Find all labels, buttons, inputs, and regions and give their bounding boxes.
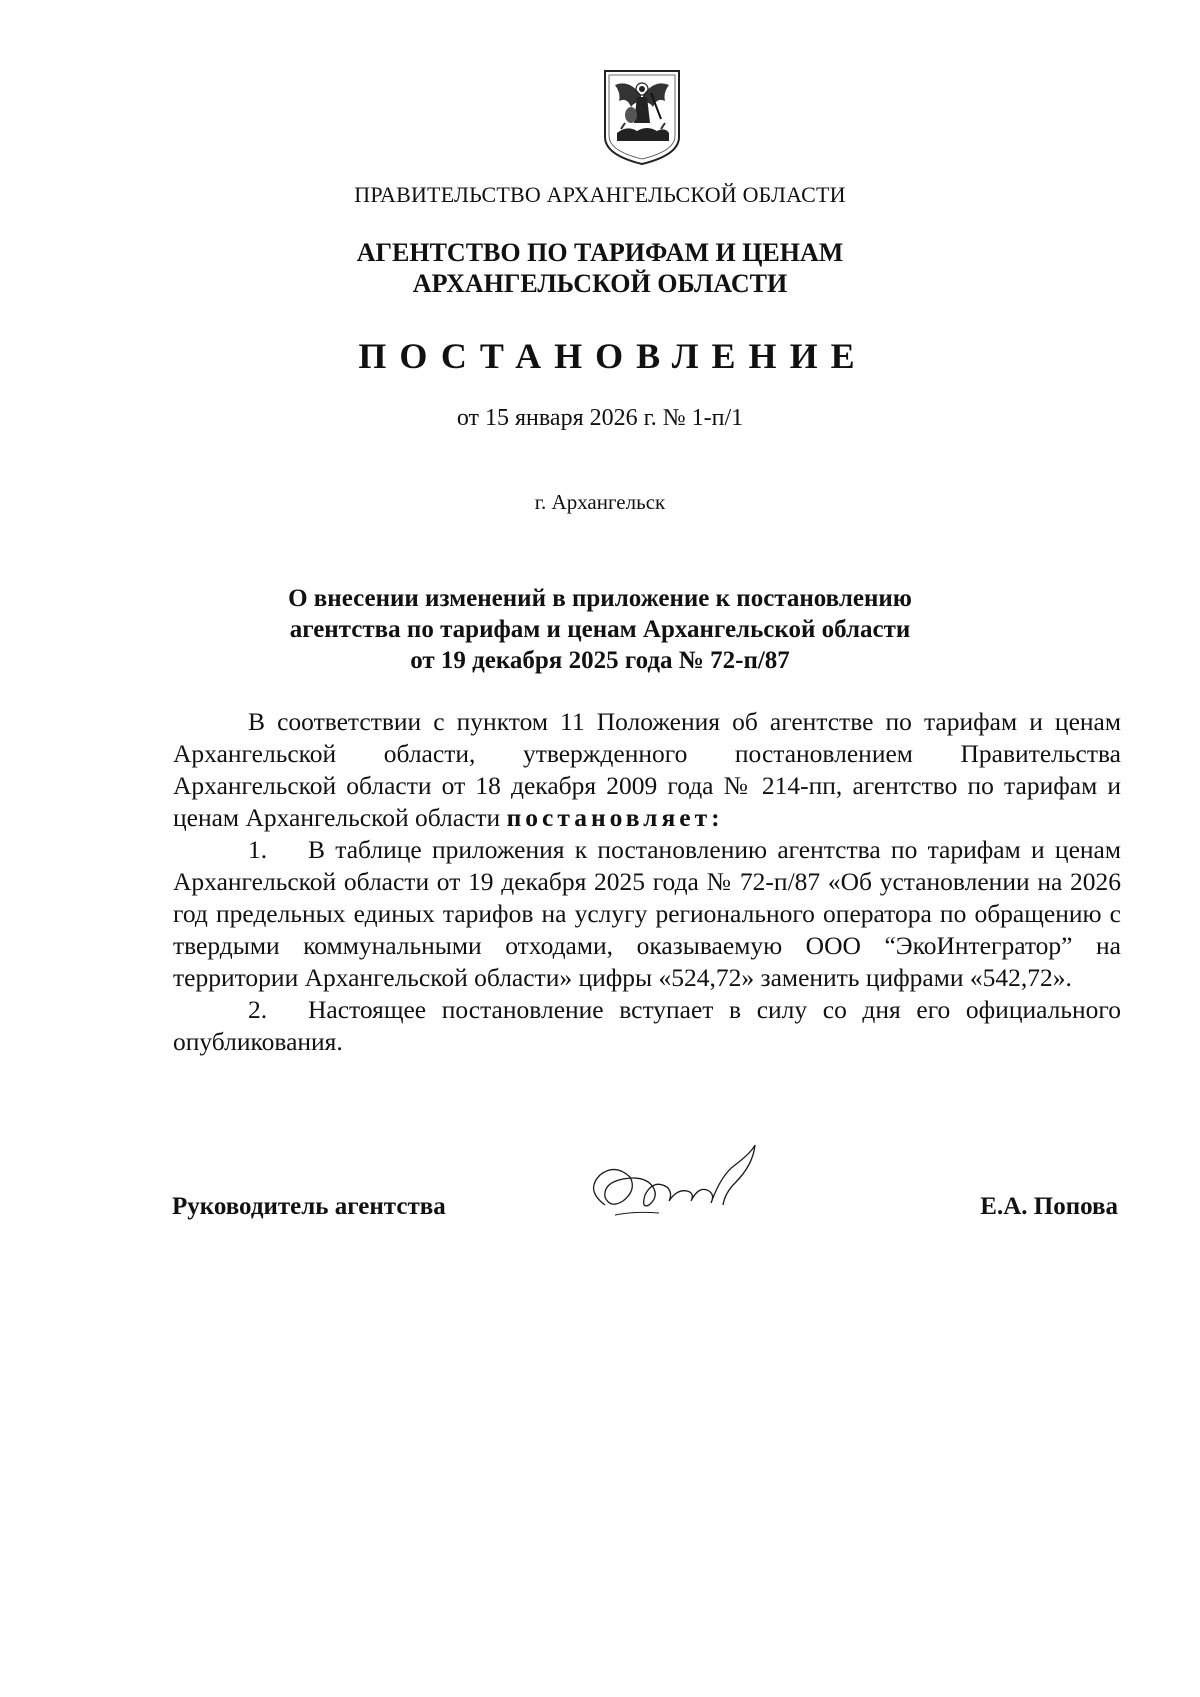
agency-name-line-1: АГЕНТСТВО ПО ТАРИФАМ И ЦЕНАМ xyxy=(356,238,844,267)
subject-line-3: от 19 декабря 2025 года № 72-п/87 xyxy=(410,647,790,674)
preamble-text: В соответствии с пунктом 11 Положения об агентстве по тарифам и ценам Архангельской области, утвержденного постановлением Правительства Архангельской области от 18 декабря 2009 года № 214-пп, агентство по тарифам и ценам Архангельской области xyxy=(173,707,1121,832)
subject-line-1: О внесении изменений в приложение к постановлению xyxy=(288,585,912,612)
item-text: Настоящее постановление вступает в силу со дня его официального опубликования. xyxy=(173,995,1121,1056)
city: г. Архангельск xyxy=(534,490,666,514)
handwritten-signature xyxy=(575,1135,775,1230)
list-item xyxy=(173,994,1121,1058)
document-body xyxy=(173,706,1121,1058)
coat-of-arms-icon xyxy=(601,67,683,167)
item-number: 2. xyxy=(248,995,268,1024)
list-item xyxy=(173,834,1121,994)
government-name: ПРАВИТЕЛЬСТВО АРХАНГЕЛЬСКОЙ ОБЛАСТИ xyxy=(354,182,846,207)
signatory-name: Е.А. Попова xyxy=(980,1193,1118,1220)
agency-name-line-2: АРХАНГЕЛЬСКОЙ ОБЛАСТИ xyxy=(412,269,788,298)
subject-line-2: агентства по тарифам и ценам Архангельской области xyxy=(289,616,911,643)
preamble-paragraph xyxy=(173,706,1121,834)
item-number: 1. xyxy=(248,835,268,864)
document-subject xyxy=(0,583,1200,676)
agency-name xyxy=(0,237,1200,299)
item-text: В таблице приложения к постановлению агентства по тарифам и ценам Архангельской области от 19 декабря 2025 года № 72-п/87 «Об установлении на 2026 год предельных единых тарифов на услугу регионального оператора по обращению с твердыми коммунальными отходами, оказываемую ООО “ЭкоИнтегратор” на территории Архангельской области» цифры «524,72» заменить цифрами «542,72». xyxy=(173,835,1121,992)
document-type: ПОСТАНОВЛЕНИЕ xyxy=(358,336,868,376)
resolution-keyword: постановляет: xyxy=(506,803,724,832)
date-and-number: от 15 января 2026 г. № 1-п/1 xyxy=(456,405,744,431)
signatory-position: Руководитель агентства xyxy=(172,1193,446,1220)
